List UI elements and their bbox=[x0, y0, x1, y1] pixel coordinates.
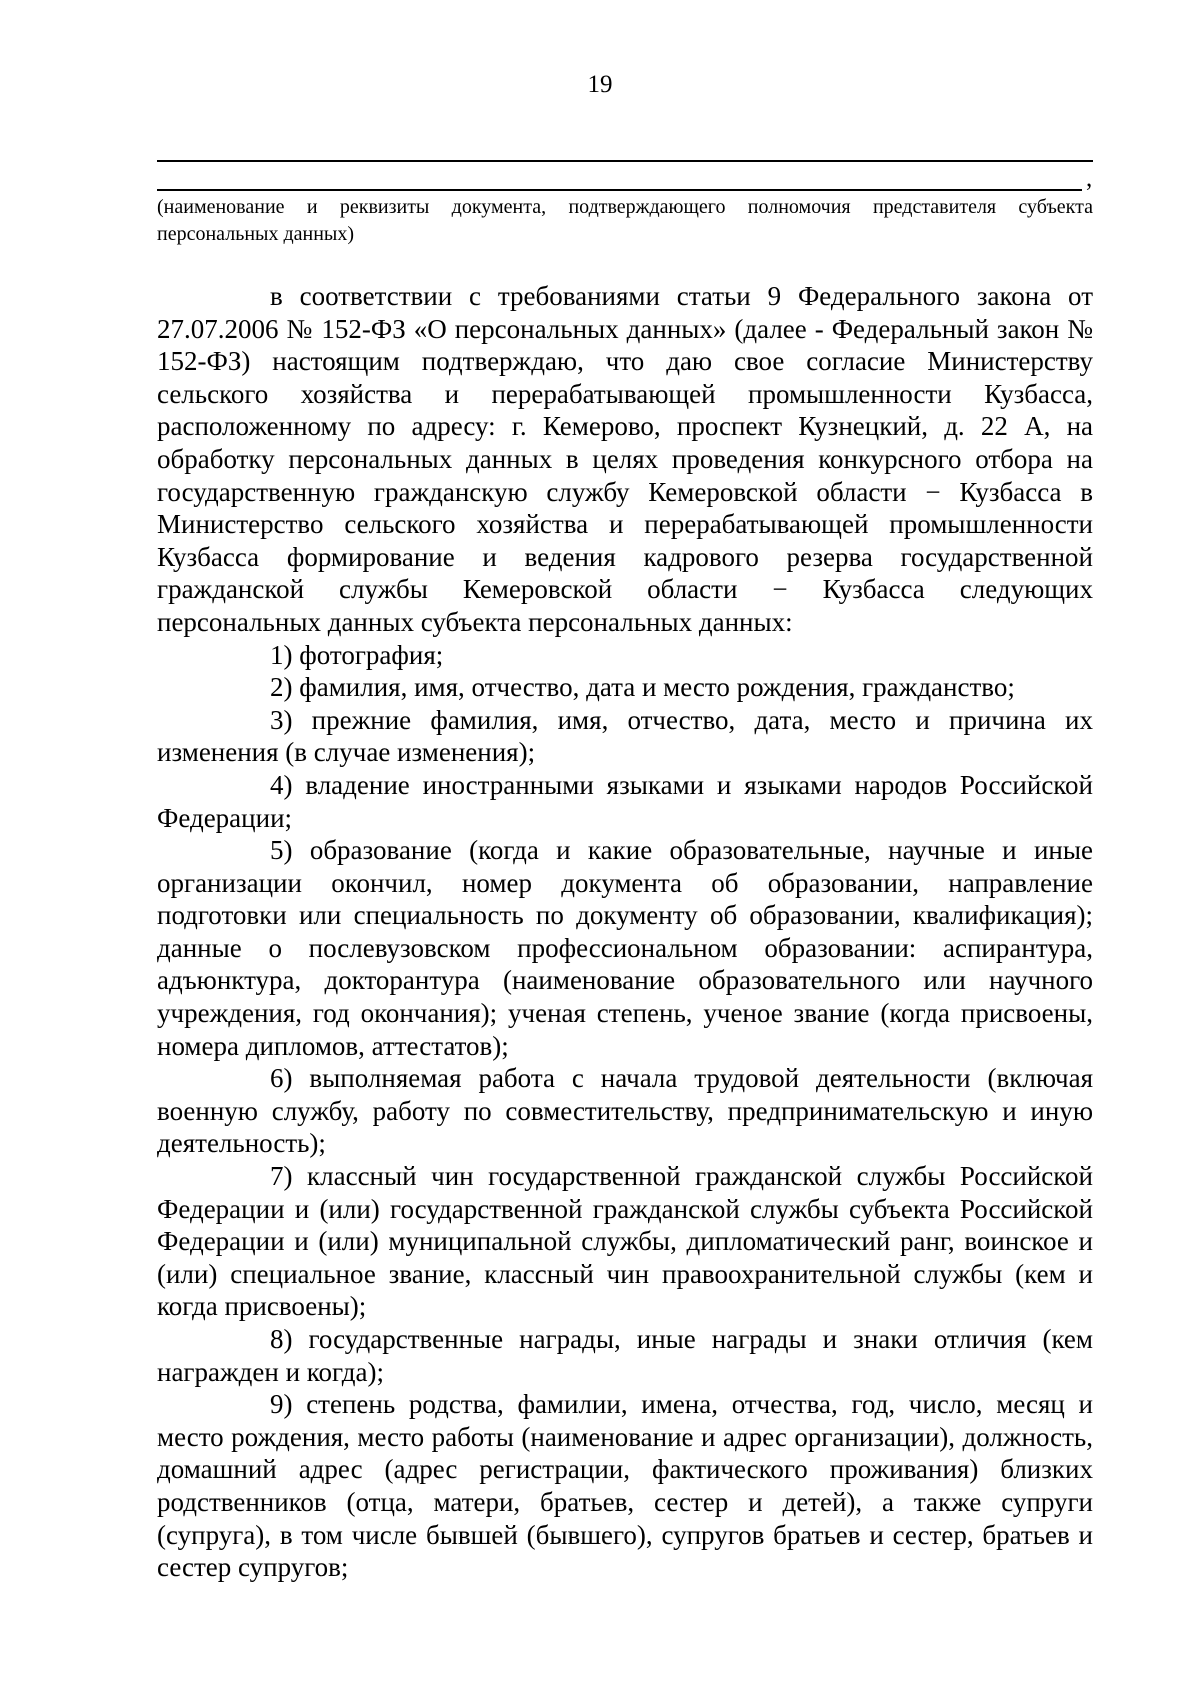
consent-item-8: 8) государственные награды, иные награды и знаки отличия (кем награжден и когда); bbox=[157, 1324, 1093, 1387]
consent-item-6: 6) выполняемая работа с начала трудовой деятельности (включая военную службу, работу по совместительству, предпринимательскую и иную деятельность); bbox=[157, 1063, 1093, 1159]
consent-item-3: 3) прежние фамилия, имя, отчество, дата, место и причина их изменения (в случае изменения); bbox=[157, 704, 1093, 768]
consent-intro-paragraph: в соответствии с требованиями статьи 9 Федерального закона от 27.07.2006 № 152-ФЗ «О персональных данных» (далее - Федеральный закон № 152-ФЗ) настоящим подтверждаю, что даю свое согласие Министерству сельского хозяйства и перерабатывающей промышленности Кузбасса, расположенному по адресу: г. Кемерово, проспект Кузнецкий, д. 22 А, на обработку персональных данных в целях проведения конкурсного отбора на государственную гражданскую службу Кемеровской области − Кузбасса в Министерство сельского хозяйства и перерабатывающей промышленности Кузбасса формирование и ведения кадрового резерва государственной гражданской службы Кемеровской области − Кузбасса следующих персональных данных субъекта персональных данных: bbox=[157, 281, 1093, 637]
line-end-comma: , bbox=[1086, 165, 1093, 192]
consent-item-5: 5) образование (когда и какие образовательные, научные и иные организации окончил, номер документа об образовании, направление подготовки или специальность по документу об образовании, квалификация); данные о послевузовском профессиональном образовании: аспирантура, адъюнктура, докторантура (наименование образовательного или научного учреждения, год окончания); ученая степень, ученое звание (когда присвоены, номера дипломов, аттестатов); bbox=[157, 835, 1093, 1061]
consent-item-7: 7) классный чин государственной гражданской службы Российской Федерации и (или) государственной гражданской службы субъекта Российской Федерации и (или) муниципальной службы, дипломатический ранг, воинское и (или) специальное звание, классный чин правоохранительной службы (кем и когда присвоены); bbox=[157, 1161, 1093, 1322]
blank-fill-line-2 bbox=[157, 189, 1082, 191]
consent-body bbox=[157, 280, 1093, 1584]
blank-fill-line-1 bbox=[157, 160, 1093, 162]
consent-item-1: 1) фотография; bbox=[270, 639, 444, 670]
field-caption: (наименование и реквизиты документа, подтверждающего полномочия представителя субъекта персональных данных) bbox=[157, 196, 1093, 245]
page-number: 19 bbox=[587, 71, 613, 98]
consent-item-4: 4) владение иностранными языками и языками народов Российской Федерации; bbox=[157, 769, 1093, 833]
consent-item-2: 2) фамилия, имя, отчество, дата и место рождения, гражданство; bbox=[270, 672, 1015, 703]
consent-item-9: 9) степень родства, фамилии, имена, отчества, год, число, месяц и место рождения, место работы (наименование и адрес организации), должность, домашний адрес (адрес регистрации, фактического проживания) близких родственников (отца, матери, братьев, сестер и детей), а также супруги (супруга), в том числе бывшей (бывшего), супругов братьев и сестер, братьев и сестер супругов; bbox=[157, 1389, 1093, 1583]
